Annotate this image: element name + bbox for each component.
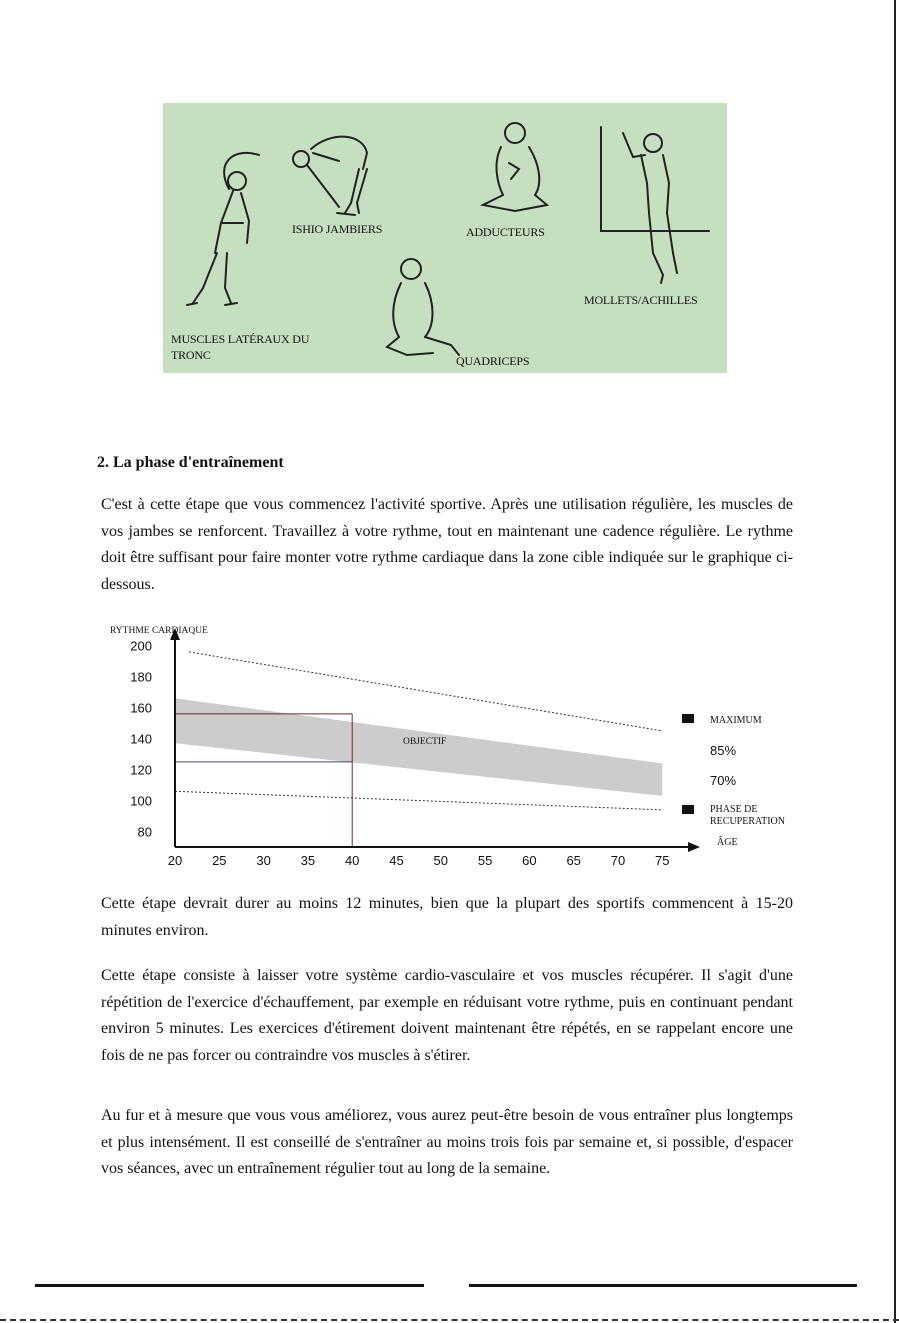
recovery-line <box>175 791 662 810</box>
adducteurs-stretch-figure <box>483 123 547 211</box>
band-label: OBJECTIF <box>403 737 447 747</box>
ischio-stretch-figure <box>293 137 367 215</box>
y-tick-label: 180 <box>130 669 152 685</box>
x-tick-label: 25 <box>212 853 227 868</box>
x-tick-label: 75 <box>655 853 670 868</box>
y-tick-label: 160 <box>130 700 152 716</box>
y-tick-label: 140 <box>130 731 152 747</box>
legend-maximum: MAXIMUM <box>710 715 762 726</box>
y-tick-label: 100 <box>130 793 152 809</box>
label-adducteurs: ADDUCTEURS <box>466 225 545 239</box>
quadriceps-stretch-figure <box>387 259 459 355</box>
x-tick-label: 50 <box>433 853 449 868</box>
section-heading: 2. La phase d'entraînement <box>97 454 284 471</box>
label-muscles-lateraux-1: MUSCLES LATÉRAUX DU <box>171 332 310 346</box>
paragraph-intro: C'est à cette étape que vous commencez l'activité sportive. Après une utilisation régulière, les muscles de vos jambes se renforcent. Travaillez à votre rythme, tout en maintenant une cadence régulière. Le rythme doit être suffisant pour faire monter votre rythme cardiaque dans la zone cible indiquée sur le graphique ci-dessous. <box>101 496 793 593</box>
x-axis-arrow <box>688 842 700 852</box>
label-quadriceps: QUADRICEPS <box>456 354 530 368</box>
lateral-stretch-figure <box>187 153 259 305</box>
heart-rate-chart-svg <box>100 618 800 878</box>
paragraph-recovery: Cette étape consiste à laisser votre système cardio-vasculaire et vos muscles récupérer. Il s'agit d'une répétition de l'exercice d'échauffement, par exemple en réduisant votre rythme, puis en continuant pendant environ 5 minutes. Les exercices d'étirement doivent maintenant être répétés, en se rappelant encore une fois de ne pas forcer ou contraindre vos muscles à s'étirer. <box>101 967 793 1064</box>
maximum-marker <box>682 714 694 723</box>
legend-recovery-2: RECUPERATION <box>710 816 786 827</box>
x-tick-label: 40 <box>344 853 360 868</box>
mollets-stretch-figure <box>601 127 709 283</box>
paragraph-duration: Cette étape devrait durer au moins 12 minutes, bien que la plupart des sportifs commencent à 15-20 minutes environ. <box>101 895 793 939</box>
label-mollets: MOLLETS/ACHILLES <box>584 293 698 307</box>
x-tick-label: 35 <box>300 853 316 868</box>
y-tick-label: 200 <box>130 638 152 654</box>
x-tick-label: 20 <box>167 853 183 868</box>
target-zone-band <box>175 698 662 796</box>
footer-rule-right <box>469 1284 857 1287</box>
stretching-illustration <box>163 103 727 373</box>
y-tick-label: 120 <box>130 762 152 778</box>
x-tick-label: 65 <box>566 853 581 868</box>
legend-70: 70% <box>710 773 737 788</box>
page-border-right <box>894 0 896 1323</box>
x-tick-label: 55 <box>477 853 493 868</box>
recovery-marker <box>682 805 694 814</box>
x-tick-label: 30 <box>256 853 271 868</box>
footer-rule-left <box>35 1284 424 1287</box>
x-tick-label: 60 <box>522 853 537 868</box>
y-axis-label: RYTHME CARDIAQUE <box>110 626 208 636</box>
paragraph-progress: Au fur et à mesure que vous vous améliorez, vous aurez peut-être besoin de vous entraîner plus longtemps et plus intensément. Il est conseillé de s'entraîner au moins trois fois par semaine et, si possible, d'espacer vos séances, avec un entraînement régulier tout au long de la semaine. <box>101 1107 793 1177</box>
page-border-bottom <box>0 1319 899 1323</box>
legend-85: 85% <box>710 743 737 758</box>
x-tick-label: 70 <box>610 853 626 868</box>
legend-recovery-1: PHASE DE <box>710 804 758 815</box>
x-axis-label: ÂGE <box>717 837 738 848</box>
label-ischio: ISHIO JAMBIERS <box>292 222 383 236</box>
label-muscles-lateraux-2: TRONC <box>171 348 211 362</box>
heart-rate-chart <box>100 618 800 878</box>
y-tick-label: 80 <box>137 824 152 840</box>
x-tick-label: 45 <box>389 853 404 868</box>
